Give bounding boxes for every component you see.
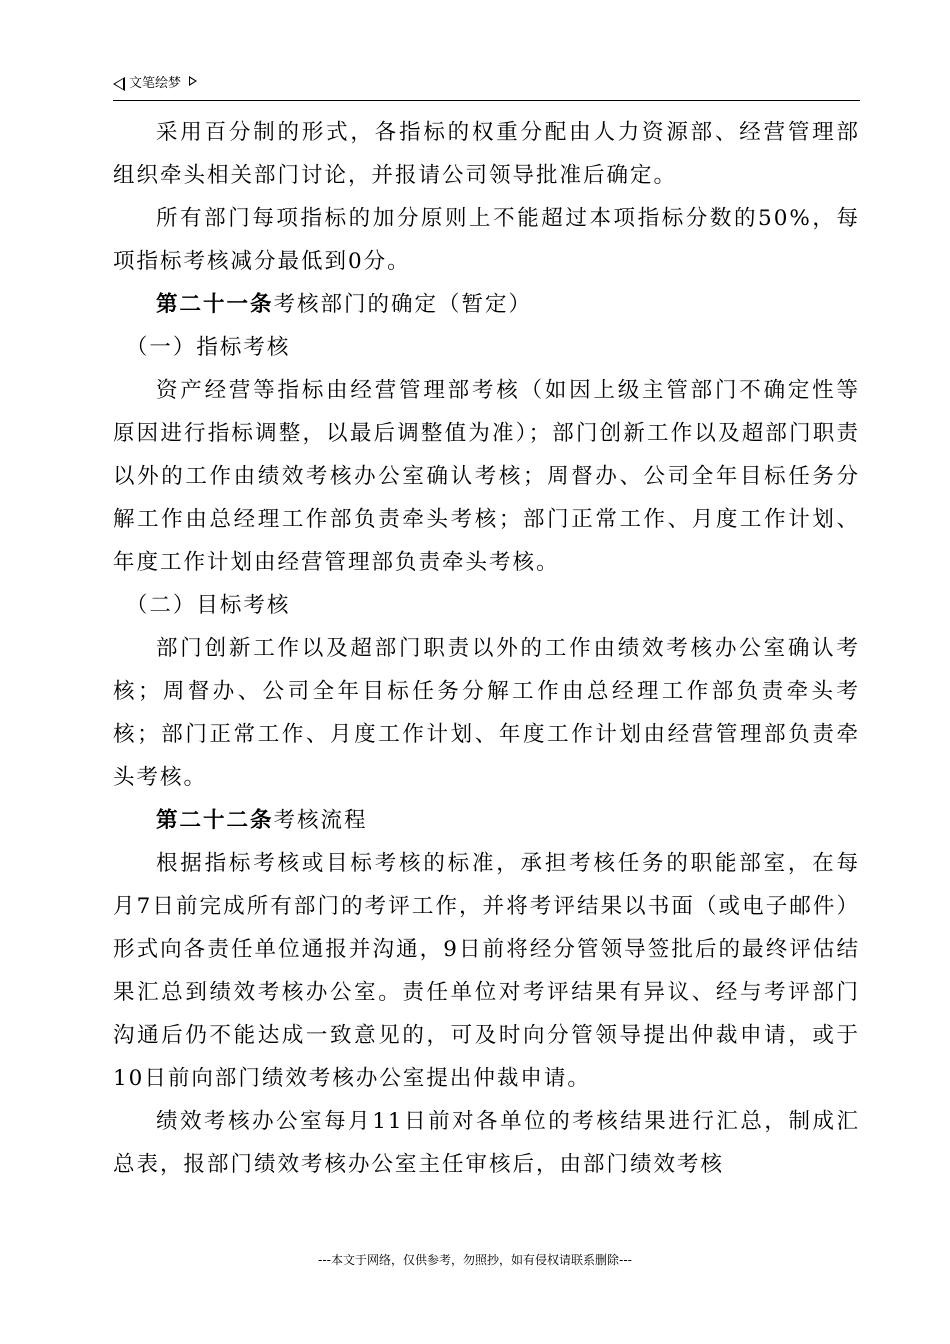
page-header	[113, 74, 860, 101]
paragraph-weighting: 采用百分制的形式，各指标的权重分配由人力资源部、经营管理部组织牵头相关部门讨论，并报请公司领导批准后确定。	[113, 120, 860, 188]
paragraph-summary: 绩效考核办公室每月11日前对各单位的考核结果进行汇总，制成汇总表，报部门绩效考核办公室主任审核后，由部门绩效考核	[113, 1109, 860, 1177]
header-brand	[113, 74, 197, 94]
article-22-title: 考核流程	[273, 808, 368, 833]
right-triangle-icon	[189, 76, 197, 86]
paragraph-target-assessment: 部门创新工作以及超部门职责以外的工作由绩效考核办公室确认考核；周督办、公司全年目标任务分解工作由总经理工作部负责牵头考核；部门正常工作、月度工作计划、年度工作计划由经营管理部负责牵头考核。	[113, 636, 860, 790]
section-target-assessment: （二）目标考核	[125, 593, 291, 618]
section-indicator-assessment: （一）指标考核	[125, 335, 291, 360]
paragraph-indicator-assessment: 资产经营等指标由经营管理部考核（如因上级主管部门不确定性等原因进行指标调整，以最后调整值为准）；部门创新工作以及超部门职责以外的工作由绩效考核办公室确认考核；周督办、公司全年目标任务分解工作由总经理工作部负责牵头考核；部门正常工作、月度工作计划、年度工作计划由经营管理部负责牵头考核。	[113, 378, 860, 575]
article-22-number: 第二十二条	[156, 808, 274, 833]
article-21-heading	[113, 283, 860, 326]
article-22-heading	[113, 799, 860, 842]
article-21-title: 考核部门的确定（暂定）	[273, 292, 533, 317]
left-triangle-icon	[113, 77, 125, 91]
document-body	[113, 111, 860, 1186]
page-footer: ---本文于网络，仅供参考，勿照抄，如有侵权请联系删除---	[318, 1253, 632, 1267]
paragraph-assessment-process: 根据指标考核或目标考核的标准，承担考核任务的职能部室，在每月7日前完成所有部门的考评工作，并将考评结果以书面（或电子邮件）形式向各责任单位通报并沟通，9日前将经分管领导签批后的最终评估结果汇总到绩效考核办公室。责任单位对考评结果有异议、经与考评部门沟通后仍不能达成一致意见的，可及时向分管领导提出仲裁申请，或于10日前向部门绩效考核办公室提出仲裁申请。	[113, 851, 860, 1091]
paragraph-bonus-limit: 所有部门每项指标的加分原则上不能超过本项指标分数的50%，每项指标考核减分最低到0分。	[113, 206, 860, 274]
article-21-number: 第二十一条	[156, 292, 274, 317]
header-title: 文笔绘梦	[129, 76, 182, 91]
